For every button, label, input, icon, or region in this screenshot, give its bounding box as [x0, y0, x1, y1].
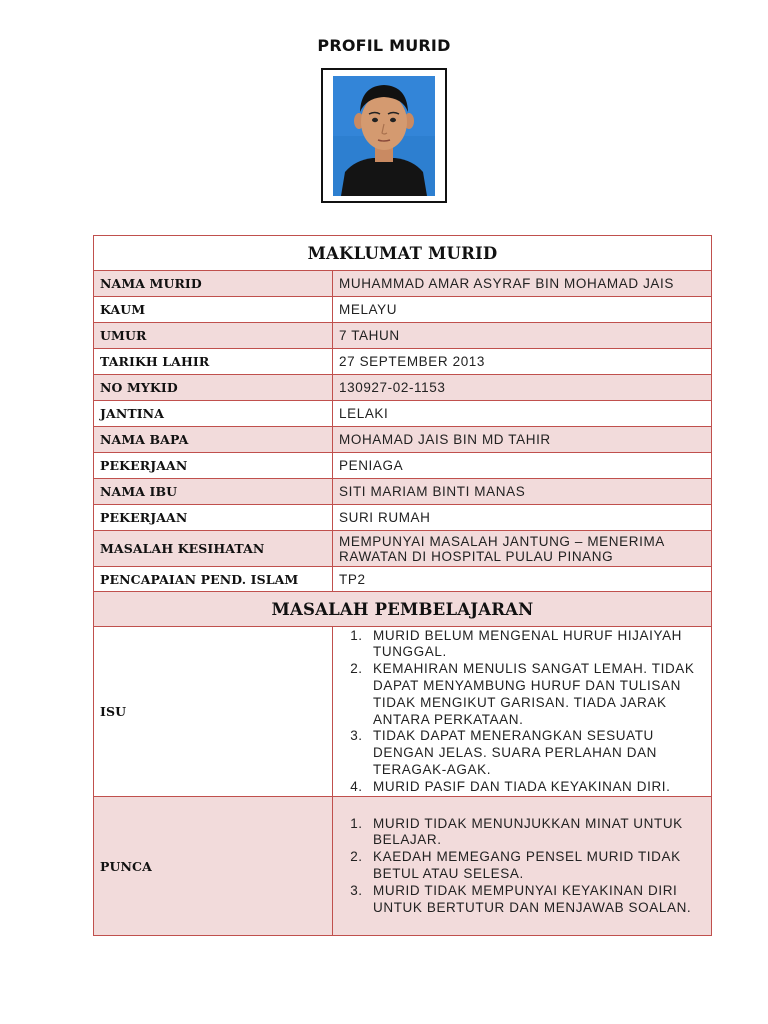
table-row — [94, 453, 712, 479]
row-value: LELAKI — [333, 401, 712, 427]
list-item: 2. KAEDAH MEMEGANG PENSEL MURID TIDAK BETUL ATAU SELESA. — [367, 849, 705, 883]
table-row — [94, 567, 712, 592]
list-item: 1. MURID BELUM MENGENAL HURUF HIJAIYAH TUNGGAL. — [367, 628, 705, 662]
isu-list — [339, 628, 705, 796]
row-label: MASALAH KESIHATAN — [94, 531, 333, 567]
row-label: UMUR — [94, 323, 333, 349]
isu-row — [94, 627, 712, 797]
row-value: MELAYU — [333, 297, 712, 323]
row-label: JANTINA — [94, 401, 333, 427]
table-row — [94, 375, 712, 401]
punca-list — [339, 816, 705, 917]
row-label: PENCAPAIAN PEND. ISLAM — [94, 567, 333, 592]
table-row — [94, 505, 712, 531]
row-value: 27 SEPTEMBER 2013 — [333, 349, 712, 375]
row-value: MUHAMMAD AMAR ASYRAF BIN MOHAMAD JAIS — [333, 271, 712, 297]
row-value: SURI RUMAH — [333, 505, 712, 531]
table-row — [94, 297, 712, 323]
row-label: NO MYKID — [94, 375, 333, 401]
student-profile-table — [93, 235, 712, 936]
row-value: PENIAGA — [333, 453, 712, 479]
section-header-row — [94, 236, 712, 271]
isu-content — [333, 627, 712, 797]
punca-content — [333, 797, 712, 936]
list-item: 1. MURID TIDAK MENUNJUKKAN MINAT UNTUK BELAJAR. — [367, 816, 705, 850]
row-label: KAUM — [94, 297, 333, 323]
row-label: TARIKH LAHIR — [94, 349, 333, 375]
punca-label: PUNCA — [94, 797, 333, 936]
row-value: TP2 — [333, 567, 712, 592]
row-value: SITI MARIAM BINTI MANAS — [333, 479, 712, 505]
section-header-row — [94, 592, 712, 627]
student-photo — [333, 76, 435, 196]
row-value: MOHAMAD JAIS BIN MD TAHIR — [333, 427, 712, 453]
masalah-pembelajaran-heading: MASALAH PEMBELAJARAN — [94, 592, 712, 627]
punca-row — [94, 797, 712, 936]
row-value: 130927-02-1153 — [333, 375, 712, 401]
table-row — [94, 401, 712, 427]
row-label: NAMA BAPA — [94, 427, 333, 453]
row-label: NAMA IBU — [94, 479, 333, 505]
row-value: 7 TAHUN — [333, 323, 712, 349]
page-title: PROFIL MURID — [317, 36, 451, 55]
table-row — [94, 349, 712, 375]
table-row — [94, 427, 712, 453]
table-row — [94, 479, 712, 505]
row-label: PEKERJAAN — [94, 453, 333, 479]
list-item: 2. KEMAHIRAN MENULIS SANGAT LEMAH. TIDAK DAPAT MENYAMBUNG HURUF DAN TULISAN TIDAK MENGIKUT GARISAN. TIADA JARAK ANTARA PERKATAAN. — [367, 661, 705, 728]
student-photo-frame — [321, 68, 447, 203]
table-row — [94, 323, 712, 349]
list-item: 3. MURID TIDAK MEMPUNYAI KEYAKINAN DIRI UNTUK BERTUTUR DAN MENJAWAB SOALAN. — [367, 883, 705, 917]
row-value: MEMPUNYAI MASALAH JANTUNG – MENERIMA RAWATAN DI HOSPITAL PULAU PINANG — [333, 531, 712, 567]
row-label: PEKERJAAN — [94, 505, 333, 531]
table-row — [94, 271, 712, 297]
maklumat-murid-heading: MAKLUMAT MURID — [94, 236, 712, 271]
row-label: NAMA MURID — [94, 271, 333, 297]
table-row — [94, 531, 712, 567]
list-item: 3. TIDAK DAPAT MENERANGKAN SESUATU DENGAN JELAS. SUARA PERLAHAN DAN TERAGAK-AGAK. — [367, 728, 705, 778]
list-item: 4. MURID PASIF DAN TIADA KEYAKINAN DIRI. — [367, 779, 705, 796]
isu-label: ISU — [94, 627, 333, 797]
